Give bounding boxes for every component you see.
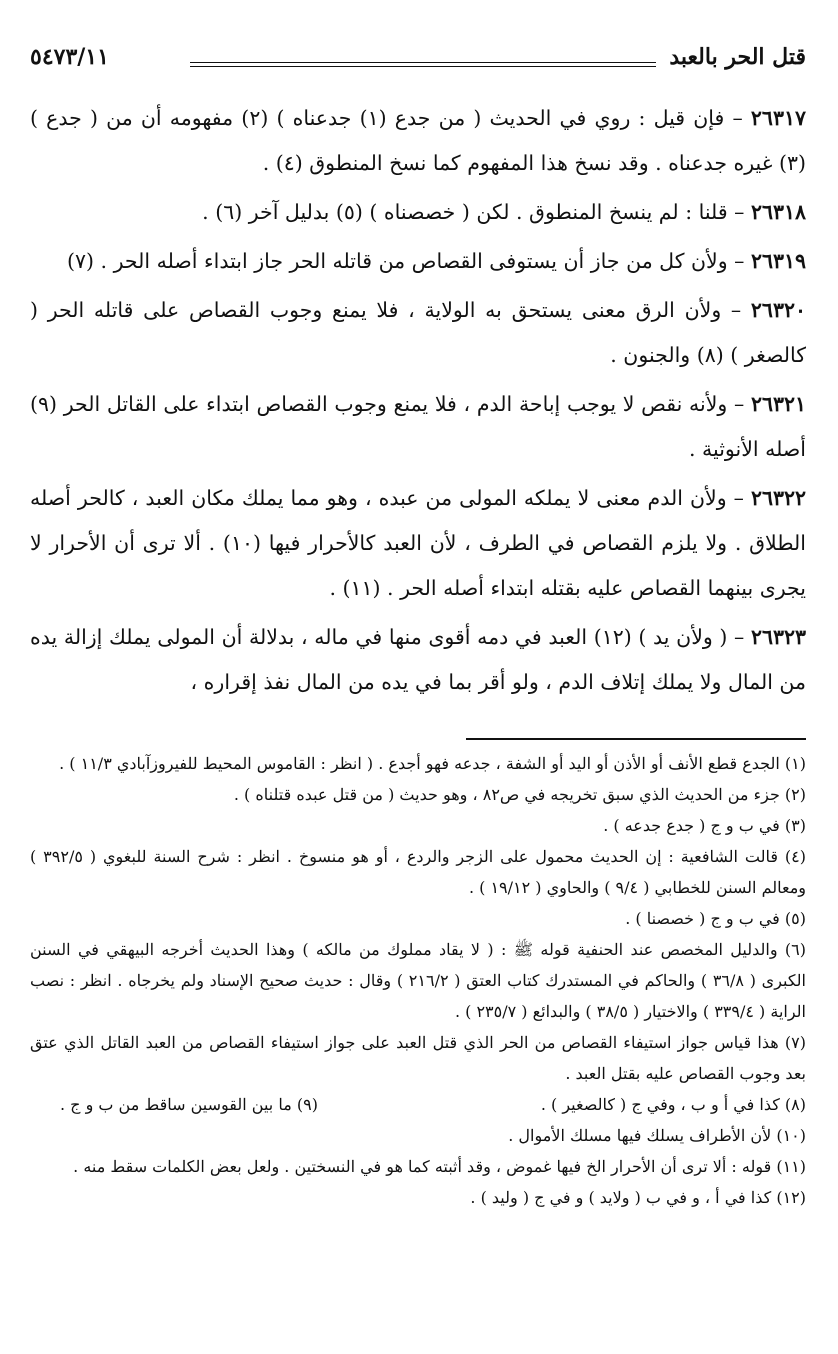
- footnote: (٣) في ب و ج ( جدع جدعه ) .: [603, 816, 806, 835]
- footnote: (٥) في ب و ج ( خصصنا ) .: [625, 909, 806, 928]
- paragraph-number: ٢٦٣٢٣: [750, 625, 807, 649]
- paragraph-number: ٢٦٣١٧: [750, 106, 806, 130]
- footnote: (٧) هذا قياس جواز استيفاء القصاص من الحر الذي قتل العبد على جواز استيفاء القصاص من العبد القاتل الذي عتق بعد وجوب القصاص عليه بقتل العبد .: [30, 1033, 806, 1083]
- footnote: (١٠) لأن الأطراف يسلك فيها مسلك الأموال .: [508, 1126, 806, 1145]
- footnote: (٢) جزء من الحديث الذي سبق تخريجه في ص٨٢ ، وهو حديث ( من قتل عبده قتلناه ) .: [233, 785, 806, 804]
- paragraph: [30, 615, 806, 705]
- paragraph-number: ٢٦٣١٨: [750, 200, 806, 224]
- footnotes: [30, 748, 806, 1213]
- footnote: (٤) قالت الشافعية : إن الحديث محمول على الزجر والردع ، أو هو منسوخ . انظر : شرح السنة للبغوي ( ٣٩٢/٥ ) ومعالم السنن للخطابي ( ٩/٤ ) والحاوي ( ١٩/١٢ ) .: [30, 847, 807, 897]
- header-rule: [190, 62, 656, 67]
- paragraph-text: – ( ولأن يد ) (١٢) العبد في دمه أقوى منها في ماله ، بدلالة أن المولى يملك إزالة يده من المال ولا يملك إتلاف الدم ، ولو أقر بما في يده من المال نفذ إقراره ،: [30, 625, 806, 694]
- paragraph-text: – فإن قيل : روي في الحديث ( من جدع (١) جدعناه ) (٢) مفهومه أن من ( جدع ) (٣) غيره جدعناه . وقد نسخ هذا المفهوم كما نسخ المنطوق (٤) .: [30, 106, 806, 175]
- footnote-pair: [30, 1089, 806, 1120]
- paragraph: [30, 239, 806, 284]
- footnote: (٩) ما بين القوسين ساقط من ب و ج .: [60, 1095, 318, 1114]
- footnote: (١) الجدع قطع الأنف أو الأذن أو اليد أو الشفة ، جدعه فهو أجدع . ( انظر : القاموس المحيط للفيروزآبادي ١١/٣ ) .: [59, 754, 806, 773]
- paragraph-text: – قلنا : لم ينسخ المنطوق . لكن ( خصصناه ) (٥) بدليل آخر (٦) .: [202, 200, 745, 224]
- footnote: (١٢) كذا في أ ، و في ب ( ولايد ) و في ج ( وليد ) .: [470, 1188, 806, 1207]
- main-text: [30, 96, 806, 709]
- paragraph: [30, 288, 806, 378]
- paragraph-number: ٢٦٣٢١: [750, 392, 806, 416]
- paragraph: [30, 476, 806, 611]
- chapter-title: قتل الحر بالعبد: [669, 44, 806, 70]
- paragraph-number: ٢٦٣١٩: [750, 249, 806, 273]
- paragraph-text: – ولأن كل من جاز أن يستوفى القصاص من قاتله الحر جاز ابتداء أصله الحر . (٧): [67, 249, 745, 273]
- footnote: (١١) قوله : ألا ترى أن الأحرار الخ فيها غموض ، وقد أثبته كما هو في النسختين . ولعل بعض الكلمات سقط منه .: [73, 1157, 806, 1176]
- paragraph-text: – ولأن الدم معنى لا يملكه المولى من عبده ، وهو مما يملك مكان العبد ، كالحر أصله الطلاق . ولا يلزم القصاص في الطرف ، لأن العبد كالأحرار فيها (١٠) . ألا ترى أن الأحرار لا يجرى بينهما القصاص عليه بقتله ابتداء أصله الحر . (١١) .: [30, 486, 807, 600]
- paragraph-text: – ولأن الرق معنى يستحق به الولاية ، فلا يمنع وجوب القصاص على قاتله الحر ( كالصغر ) (٨) والجنون .: [30, 298, 806, 367]
- footnote-separator: [466, 738, 806, 740]
- paragraph-number: ٢٦٣٢٢: [750, 486, 806, 510]
- page-number: ٥٤٧٣/١١: [30, 44, 109, 70]
- page-header: [30, 44, 806, 84]
- footnote: (٨) كذا في أ و ب ، وفي ج ( كالصغير ) .: [540, 1095, 806, 1114]
- footnote: (٦) والدليل المخصص عند الحنفية قوله ﷺ : ( لا يقاد مملوك من مالكه ) وهذا الحديث أخرجه البيهقي في السنن الكبرى ( ٣٦/٨ ) والحاكم في المستدرك كتاب العتق ( ٢١٦/٢ ) وقال : حديث صحيح الإسناد ولم يخرجاه . انظر : نصب الراية ( ٣٣٩/٤ ) والاختيار ( ٣٨/٥ ) والبدائع ( ٢٣٥/٧ ) .: [30, 940, 807, 1021]
- paragraph-text: – ولأنه نقص لا يوجب إباحة الدم ، فلا يمنع وجوب القصاص ابتداء على القاتل الحر (٩) أصله الأنوثية .: [30, 392, 806, 461]
- paragraph-number: ٢٦٣٢٠: [750, 298, 806, 322]
- paragraph: [30, 382, 806, 472]
- paragraph: [30, 190, 806, 235]
- paragraph: [30, 96, 806, 186]
